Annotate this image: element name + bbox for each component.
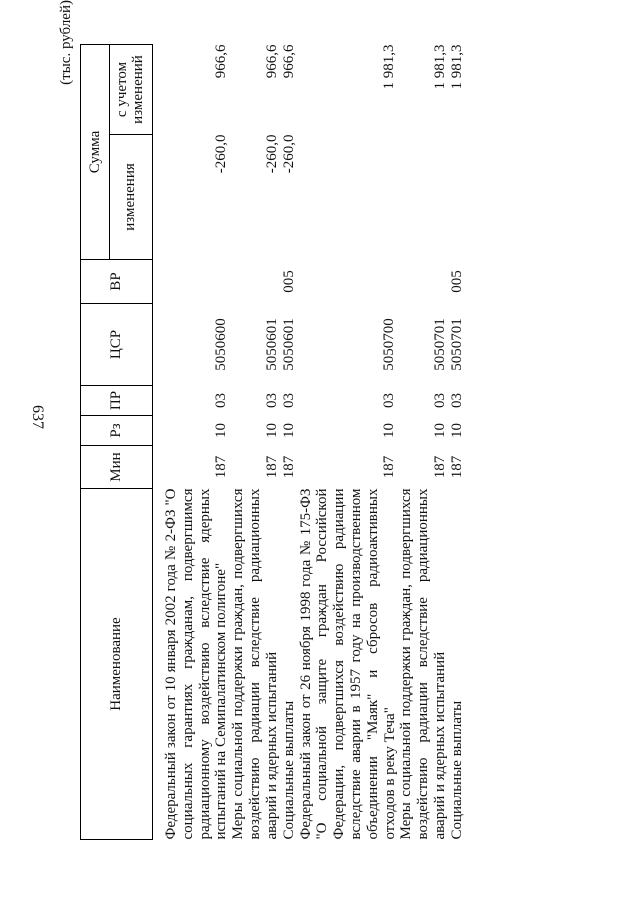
header-min: Мин [81,446,153,489]
units-note: (тыс. рублей) [58,0,74,85]
row-rz: 10 [280,423,297,438]
row-pr: 03 [381,393,398,408]
page-number: 637 [29,405,46,429]
row-rz: 10 [213,423,230,438]
row-change [398,135,448,260]
header-pr: ПР [81,386,153,416]
row-change [449,135,466,260]
row-pr: 03 [263,393,280,408]
row-min: 187 [431,455,448,479]
table-row [163,44,230,839]
table-row [298,44,399,839]
row-with-change: 1 981,3 [448,44,465,90]
row-csr: 5050701 [448,318,465,371]
row-csr: 5050701 [431,318,448,371]
header-name: Наименование [81,489,153,840]
row-name: Социальные выплаты [448,700,465,840]
row-change: -260,0 [263,134,280,174]
row-csr: 5050601 [263,318,280,371]
row-pr: 03 [280,393,297,408]
row-name: Меры социальной поддержки граждан, подвергшихся воздействию радиации вследствие радиационных аварий и ядерных испытаний [398,488,448,840]
table-row [281,44,298,839]
row-with-change: 1 981,3 [381,44,398,90]
row-csr: 5050600 [213,318,230,371]
table-row [449,44,466,839]
header-sum: Сумма [81,44,110,259]
row-vr [163,260,230,304]
row-rz: 10 [431,423,448,438]
row-name: Федеральный закон от 10 января 2002 года № 2-ФЗ "О социальных гарантиях гражданам, подвергшимся радиационному воздействию вследствие ядерных испытаний на Семипалатинском полигоне" [163,488,230,840]
header-with-change: с учетом изменений [110,44,153,134]
row-csr: 5050601 [280,318,297,371]
table-row [230,44,280,839]
table-row [398,44,448,839]
header-change: изменения [110,135,153,260]
row-min: 187 [448,455,465,479]
row-vr: 005 [280,270,297,293]
row-with-change: 966,6 [280,44,297,79]
row-csr: 5050700 [381,318,398,371]
header-rz: Рз [81,416,153,446]
row-rz: 10 [263,423,280,438]
row-min: 187 [213,455,230,479]
header-vr: ВР [81,260,153,304]
row-min: 187 [263,455,280,479]
budget-table [80,44,466,840]
row-name: Меры социальной поддержки граждан, подвергшихся воздействию радиации вследствие радиационных аварий и ядерных испытаний [230,488,280,840]
header-csr: ЦСР [81,304,153,386]
row-with-change: 966,6 [263,44,280,79]
row-pr: 03 [448,393,465,408]
row-min: 187 [280,455,297,479]
row-change: -260,0 [280,134,297,174]
row-with-change: 966,6 [213,44,230,79]
row-rz: 10 [381,423,398,438]
row-pr: 03 [213,393,230,408]
row-change: -260,0 [213,134,230,174]
row-name: Федеральный закон от 26 ноября 1998 года № 175-ФЗ "О социальной защите граждан Российской Федерации, подвергшихся воздействию радиации вследствие аварии в 1957 году на производственном объединении "Маяк" и сбросов радиоактивных отходов в реку Теча" [297,488,398,840]
row-with-change: 1 981,3 [431,44,448,90]
row-vr: 005 [448,270,465,293]
row-name: Социальные выплаты [280,700,297,840]
row-pr: 03 [431,393,448,408]
row-vr [298,260,399,304]
row-change [298,135,399,260]
row-vr [398,260,448,304]
row-vr [230,260,280,304]
row-rz: 10 [448,423,465,438]
row-min: 187 [381,455,398,479]
